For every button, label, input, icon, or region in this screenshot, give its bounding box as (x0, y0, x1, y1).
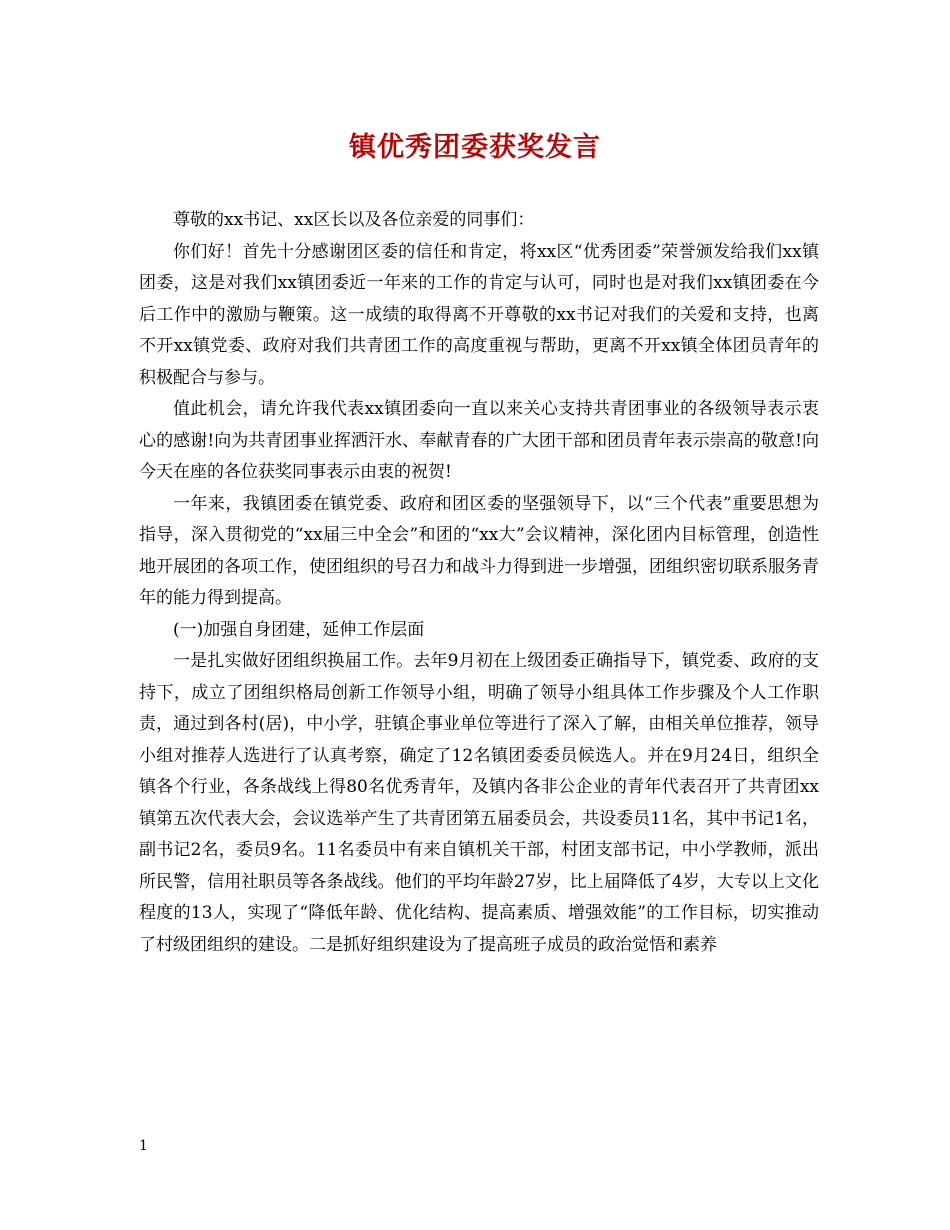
body-paragraph: 一是扎实做好团组织换届工作。去年9月初在上级团委正确指导下，镇党委、政府的支持下，成立了团组织格局创新工作领导小组，明确了领导小组具体工作步骤及个人工作职责，通过到各村(居)，中小学，驻镇企事业单位等进行了深入了解，由相关单位推荐，领导小组对推荐人选进行了认真考察，确定了12名镇团委委员候选人。并在9月24日，组织全镇各个行业，各条战线上得80名优秀青年，及镇内各非公企业的青年代表召开了共青团xx镇第五次代表大会，会议选举产生了共青团第五届委员会，共设委员11名，其中书记1名，副书记2名，委员9名。11名委员中有来自镇机关干部，村团支部书记，中小学教师，派出所民警，信用社职员等各条战线。他们的平均年龄27岁，比上届降低了4岁，大专以上文化程度的13人，实现了“降低年龄、优化结构、提高素质、增强效能”的工作目标，切实推动了村级团组织的建设。二是抓好组织建设为了提高班子成员的政治觉悟和素养 (139, 651, 819, 955)
body-paragraph: 一年来，我镇团委在镇党委、政府和团区委的坚强领导下，以“三个代表”重要思想为指导，深入贯彻党的“xx届三中全会”和团的“xx大”会议精神，深化团内目标管理，创造性地开展团的各项工作，使团组织的号召力和战斗力得到进一步增强，团组织密切联系服务青年的能力得到提高。 (139, 493, 819, 608)
body-paragraph: 值此机会，请允许我代表xx镇团委向一直以来关心支持共青团事业的各级领导表示衷心的感谢!向为共青团事业挥洒汗水、奉献青春的广大团干部和团员青年表示崇高的敬意!向今天在座的各位获奖同事表示由衷的祝贺! (139, 399, 819, 482)
document-title: 镇优秀团委获奖发言 (349, 132, 601, 163)
section-heading: (一)加强自身团建，延伸工作层面 (173, 619, 425, 640)
page-number: 1 (139, 1138, 148, 1154)
document-body (139, 205, 819, 961)
salutation-paragraph: 尊敬的xx书记、xx区长以及各位亲爱的同事们： (173, 210, 535, 230)
body-paragraph: 你们好！首先十分感谢团区委的信任和肯定，将xx区“优秀团委”荣誉颁发给我们xx镇团委，这是对我们xx镇团委近一年来的工作的肯定与认可，同时也是对我们xx镇团委在今后工作中的激励与鞭策。这一成绩的取得离不开尊敬的xx书记对我们的关爱和支持，也离不开xx镇党委、政府对我们共青团工作的高度重视与帮助，更离不开xx镇全体团员青年的积极配合与参与。 (139, 241, 819, 388)
